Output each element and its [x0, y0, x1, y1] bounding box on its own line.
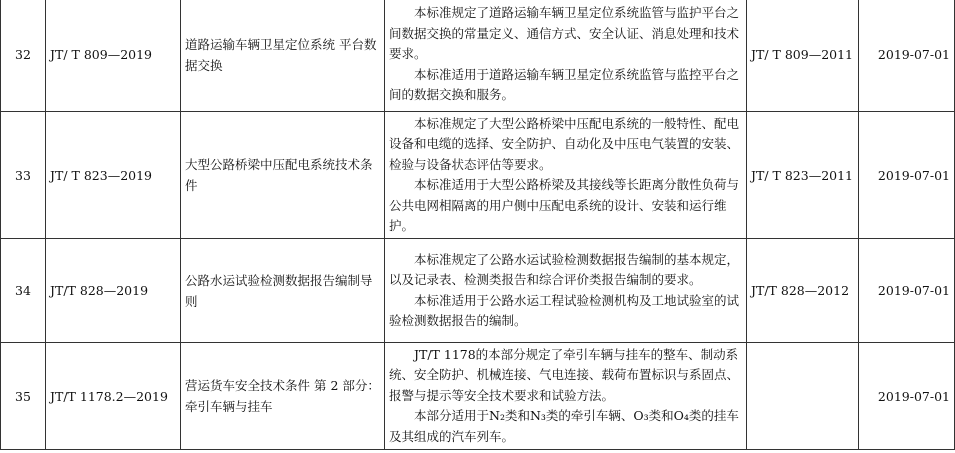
- applicability-paragraph: 本部分适用于N₂类和N₃类的牵引车辆、O₃类和O₄类的挂车及其组成的汽车列车。: [389, 408, 739, 444]
- replaced-standard: JT/T 828—2012: [747, 239, 859, 343]
- row-number: 35: [1, 343, 46, 450]
- standard-code: JT/T 1178.2—2019: [46, 343, 181, 450]
- standard-description: [385, 239, 747, 343]
- effective-date: 2019-07-01: [859, 239, 955, 343]
- applicability-paragraph: 本标准适用于道路运输车辆卫星定位系统监管与监控平台之间的数据交换和服务。: [389, 66, 740, 103]
- standard-name: 道路运输车辆卫星定位系统 平台数据交换: [181, 0, 385, 112]
- applicability-paragraph: 本标准适用于公路水运工程试验检测机构及工地试验室的试验检测数据报告的编制。: [389, 292, 740, 328]
- applicability-paragraph: 本标准适用于大型公路桥梁及其接线等长距离分散性负荷与公共电网相隔离的用户侧中压配电系统的设计、安装和运行维护。: [389, 177, 740, 233]
- row-number: 32: [1, 0, 46, 112]
- standard-name: 营运货车安全技术条件 第 2 部分：牵引车辆与挂车: [181, 343, 385, 450]
- effective-date: 2019-07-01: [859, 343, 955, 450]
- effective-date: 2019-07-01: [859, 112, 955, 239]
- standard-code: JT/T 828—2019: [46, 239, 181, 343]
- table-row: [1, 343, 955, 450]
- standard-description: [385, 112, 747, 239]
- standard-name: 大型公路桥梁中压配电系统技术条件: [181, 112, 385, 239]
- table-row: [1, 239, 955, 343]
- standard-name: 公路水运试验检测数据报告编制导则: [181, 239, 385, 343]
- table-row: [1, 0, 955, 112]
- standard-description: [385, 0, 747, 112]
- scope-paragraph: 本标准规定了大型公路桥梁中压配电系统的一般特性、配电设备和电缆的选择、安全防护、自动化及中压电气装置的安装、检验与设备状态评估等要求。: [389, 115, 740, 172]
- row-number: 33: [1, 112, 46, 239]
- scope-paragraph: 本标准规定了公路水运试验检测数据报告编制的基本规定，以及记录表、检测类报告和综合评价类报告编制的要求。: [389, 251, 740, 287]
- replaced-standard: [747, 343, 859, 450]
- standard-code: JT/ T 809—2019: [46, 0, 181, 112]
- replaced-standard: JT/ T 823—2011: [747, 112, 859, 239]
- standard-code: JT/ T 823—2019: [46, 112, 181, 239]
- replaced-standard: JT/ T 809—2011: [747, 0, 859, 112]
- scope-paragraph: JT/T 1178的本部分规定了牵引车辆与挂车的整车、制动系统、安全防护、机械连接、气电连接、载荷布置标识与系固点、报警与提示等安全技术要求和试验方法。: [389, 346, 740, 403]
- table-row: [1, 112, 955, 239]
- effective-date: 2019-07-01: [859, 0, 955, 112]
- scope-paragraph: 本标准规定了道路运输车辆卫星定位系统监管与监护平台之间数据交换的常量定义、通信方式、安全认证、消息处理和技术要求。: [389, 5, 740, 62]
- row-number: 34: [1, 239, 46, 343]
- standard-description: [385, 343, 747, 450]
